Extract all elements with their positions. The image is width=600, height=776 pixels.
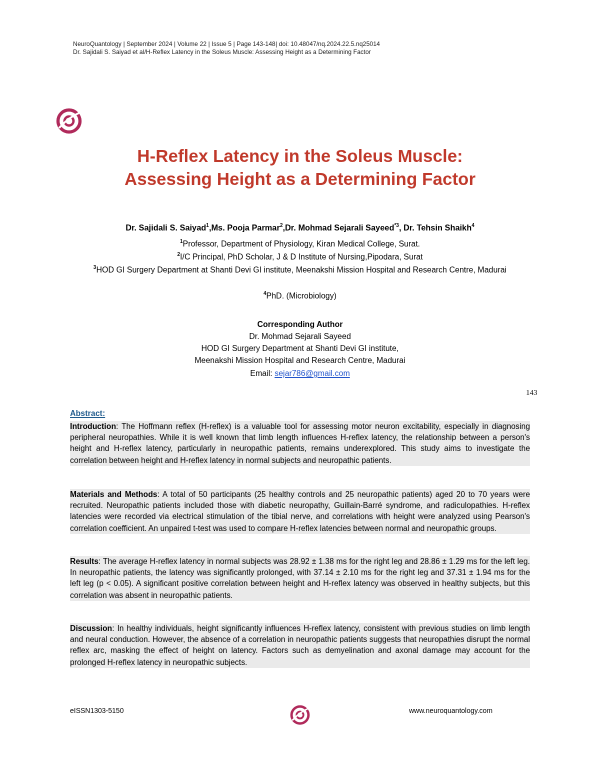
affiliation-3-text: HOD GI Surgery Department at Shanti Devi GI institute, Meenakshi Mission Hospital and Research Centre, Madurai [96,265,507,275]
results-label: Results [70,557,99,566]
introduction-label: Introduction [70,422,117,431]
footer-logo-icon [290,705,310,725]
email-label: Email: [250,369,275,378]
email-link[interactable]: sejar786@gmail.com [274,369,350,378]
affiliation-3-sup: 3 [93,265,97,271]
affiliation-4-sup: 4 [263,291,267,297]
affiliation-2-text: I/C Principal, PhD Scholar, J & D Institute of Nursing,Pipodara, Surat [180,252,423,262]
methods-text: : A total of 50 participants (25 healthy controls and 25 neuropathic patients) aged 20 to 70 years were recruited. Neuropathic patients included those with diabetic neuropathy, Guillain-Barré syndrome, and radiculopathies. H-reflex latencies were recorded via electrical stimulation of the tibial nerve, and correlations with height were analyzed using Pearson's correlation coefficient. An unpaired t-test was used to compare H-reflex latencies between normal and neuropathic groups. [70,490,530,533]
corresponding-author-address-2: Meenakshi Mission Hospital and Research Centre, Madurai [194,356,406,365]
page-number: 143 [526,388,538,397]
discussion-text: : In healthy individuals, height significantly influences H-reflex latency, consistent with previous studies on limb length and neural conduction. However, the absence of a correlation in neuropathic patients suggests that neuropathies disrupt the normal reflex arc, masking the effect of height on latency. Factors such as demyelination and axonal damage may account for the prolonged H-reflex latency in neuropathic subjects. [70,624,530,667]
affiliation-4-text: PhD. (Microbiology) [266,291,337,301]
footer-issn: eISSN1303-5150 [70,708,124,715]
author-2: ,Ms. Pooja Parmar [208,223,280,233]
corresponding-author-email-line [60,368,540,380]
running-header-article-info: Dr. Sajidali S. Saiyad et al/H-Reflex Latency in the Soleus Muscle: Assessing Height as a Determining Factor [73,49,371,56]
methods-label: Materials and Methods [70,490,158,499]
results-text: : The average H-reflex latency in normal subjects was 28.92 ± 1.38 ms for the right leg and 28.86 ± 1.29 ms for the left leg. In neuropathic patients, the latency was significantly prolonged, with 37.14 ± 2.10 ms for the right leg and 37.31 ± 1.94 ms for the left leg (p < 0.05). A significant positive correlation between height and H-reflex latency was observed in healthy subjects, but this correlation was absent in neuropathic patients. [70,557,530,600]
corresponding-author-name: Dr. Mohmad Sejarali Sayeed [249,332,351,341]
abstract-discussion [70,623,530,668]
affiliation-1 [60,237,540,250]
author-4: , Dr. Tehsin Shaikh [398,223,472,233]
affiliation-3 [60,263,540,276]
article-title-line-1: H-Reflex Latency in the Soleus Muscle: [137,146,463,166]
discussion-label: Discussion [70,624,113,633]
affiliation-4 [60,289,540,302]
article-title-line-2: Assessing Height as a Determining Factor [124,169,476,189]
author-3-sup: *3 [394,223,399,229]
affiliation-1-text: Professor, Department of Physiology, Kiran Medical College, Surat. [182,239,421,249]
running-header-journal-info: NeuroQuantology | September 2024 | Volume 22 | Issue 5 | Page 143-148| doi: 10.48047/nq.2024.22.5.nq25014 [73,41,380,48]
introduction-text: : The Hoffmann reflex (H-reflex) is a valuable tool for assessing motor neuron excitability, especially in diagnosing peripheral neuropathies. While it is well known that limb length influences H-reflex latency, the relationship between a person's height and H-reflex latency, particularly in neuropathic patients, remains underexplored. This study aims to investigate the correlation between height and H-reflex latency in normal subjects and neuropathic patients. [70,422,530,465]
article-title [40,145,560,191]
abstract-heading: Abstract: [70,409,106,418]
author-list [50,223,550,233]
author-4-sup: 4 [471,223,475,229]
author-1-sup: 1 [206,223,209,229]
footer-website[interactable]: www.neuroquantology.com [409,708,493,715]
affiliation-2-sup: 2 [177,252,180,258]
author-1: Dr. Sajidali S. Saiyad [125,223,207,233]
corresponding-author-heading: Corresponding Author [257,320,343,329]
abstract-methods [70,489,530,534]
abstract-introduction [70,421,530,466]
affiliation-2 [60,250,540,263]
corresponding-author-address-1: HOD GI Surgery Department at Shanti Devi GI institute, [201,344,399,353]
author-3: ,Dr. Mohmad Sejarali Sayeed [282,223,395,233]
neuroquantology-logo-icon [56,108,82,134]
abstract-results [70,556,530,601]
author-2-sup: 2 [279,223,283,229]
affiliation-1-sup: 1 [179,239,183,245]
